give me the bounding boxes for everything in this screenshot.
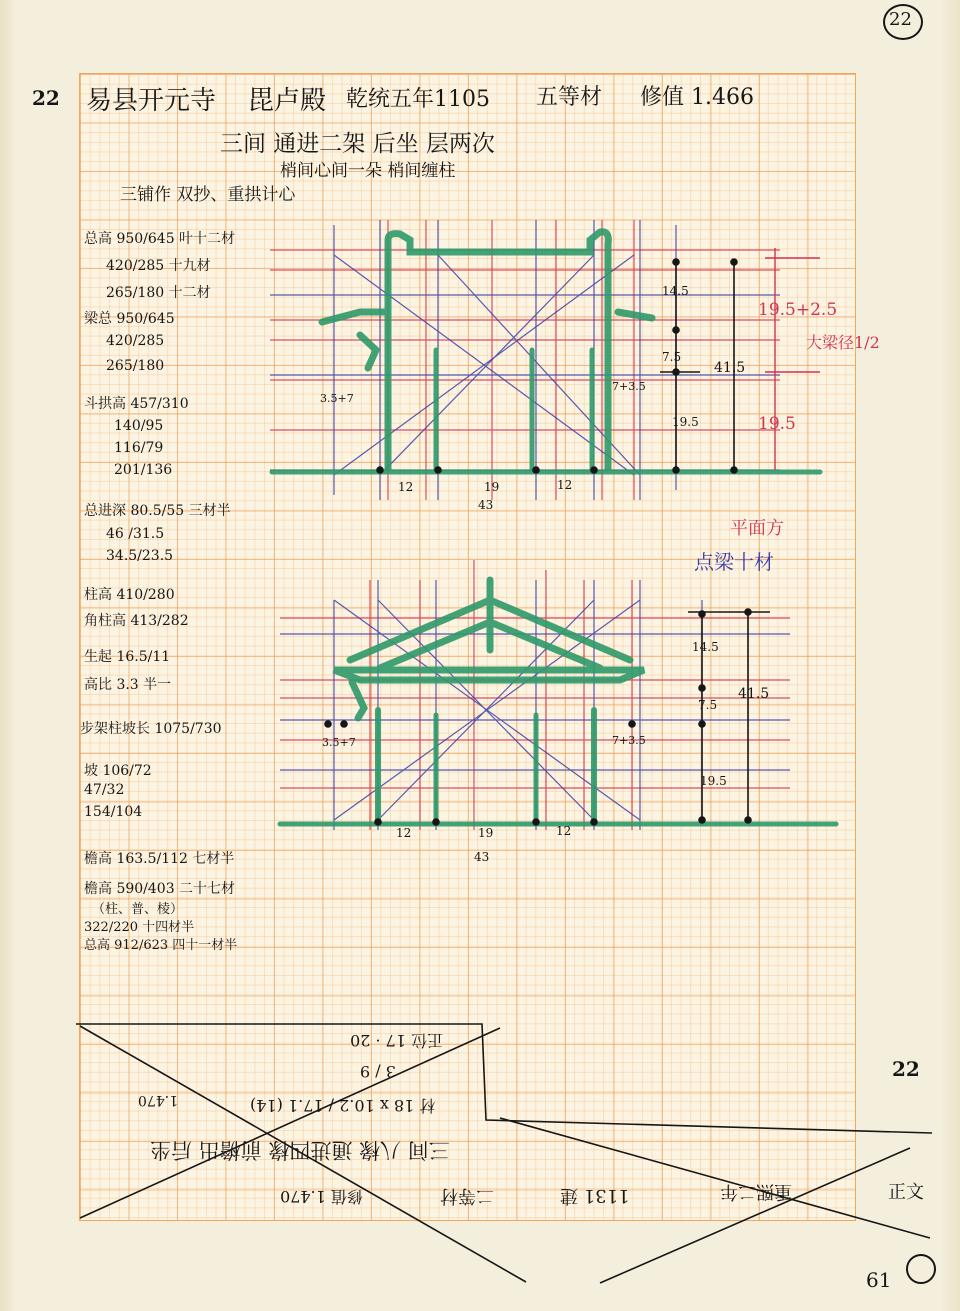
header-line-2: 三间 通进二架 后坐 层两次: [220, 131, 495, 157]
elev2-dim-7-5: 7.5: [698, 698, 718, 712]
elev2-label-blue: 点梁十材: [694, 550, 774, 574]
blue-guide-lines: [270, 220, 780, 500]
measurement-item: 总进深 80.5/55 三材半: [84, 503, 231, 519]
measurement-item: 梁总 950/645: [84, 311, 175, 327]
measurement-item: 柱高 410/280: [84, 587, 175, 603]
crossed-note: 材 18 x 10.2 / 17.1 (14): [250, 1096, 436, 1115]
red-guide-lines: [270, 220, 780, 500]
elev2-dim-41-5: 41.5: [738, 686, 770, 702]
material-grade: 五等材: [536, 85, 603, 110]
crossed-note: 三间 八椽 通进四椽 前檐出 后坐: [150, 1138, 450, 1162]
elev1-red-dim-top: 19.5+2.5: [758, 300, 838, 320]
elev2-label-red: 平面方: [730, 518, 784, 539]
bottom-right-stamp: 正文: [888, 1182, 924, 1203]
crossed-note: 1.470: [138, 1092, 179, 1108]
measurement-item: 斗拱高 457/310: [84, 396, 189, 412]
measurement-item: 322/220 十四材半: [84, 920, 195, 935]
crossed-note: 重熙二年: [720, 1181, 792, 1202]
temple-name: 易县开元寺: [86, 86, 217, 116]
crossed-note: 二等材: [440, 1185, 494, 1206]
bottom-right-circle-mark: [906, 1254, 936, 1284]
crossed-note: 修值 1.470: [280, 1187, 363, 1206]
hall-name: 毘卢殿: [248, 86, 327, 116]
elev2-dim-14-5: 14.5: [692, 640, 719, 654]
measurement-item: 420/285: [106, 333, 165, 349]
green-structure: [272, 232, 820, 472]
measurement-item: 檐高 590/403 二十七材: [84, 881, 236, 897]
measurement-item: 116/79: [114, 440, 164, 456]
elev1-dim-41-5: 41.5: [714, 360, 746, 376]
entry-index: 22: [32, 86, 60, 110]
bracket-note: 三铺作 双抄、重拱计心: [120, 185, 296, 205]
elev1-dim-19-5: 19.5: [672, 415, 699, 429]
measurement-item: 47/32: [84, 782, 125, 798]
elev1-bay-left: 12: [398, 480, 414, 494]
measurement-item: 140/95: [114, 418, 164, 434]
elev2-bay-center: 19: [478, 826, 494, 840]
elev1-dim-7-5: 7.5: [662, 350, 682, 364]
elev1-bay-right: 12: [557, 478, 573, 492]
measurement-item: 总高 912/623 四十一材半: [84, 938, 238, 953]
measurement-item: 檐高 163.5/112 七材半: [84, 851, 235, 867]
measurement-item: 步架柱坡长 1075/730: [80, 721, 222, 737]
measurement-item: 154/104: [84, 804, 143, 820]
crossed-note: 1131 建: [560, 1185, 630, 1206]
measurement-item: 46 /31.5: [106, 526, 165, 542]
crossed-note: 正位 17 · 20: [350, 1031, 444, 1050]
measurement-item: 角柱高 413/282: [84, 613, 189, 629]
elev2-bay-right: 12: [556, 824, 572, 838]
crossed-note: 3 / 9: [360, 1062, 396, 1081]
measurement-item: 坡 106/72: [84, 763, 152, 779]
measurement-item: 34.5/23.5: [106, 548, 174, 564]
elev2-dim-19-5: 19.5: [700, 774, 727, 788]
measurement-item: 生起 16.5/11: [84, 649, 171, 665]
measurement-item: 265/180 十二材: [106, 285, 211, 301]
modulus-value: 修值 1.466: [640, 85, 754, 110]
measurement-item: 总高 950/645 叶十二材: [84, 231, 236, 247]
elev2-total-width: 43: [474, 850, 490, 864]
bottom-right-number: 22: [892, 1057, 920, 1081]
red-dimension-marks: [765, 248, 820, 470]
elev1-dim-7-3-5: 7+3.5: [612, 380, 646, 393]
elev1-red-note: 大梁径1/2: [806, 333, 880, 352]
elev1-red-dim-bottom: 19.5: [758, 414, 796, 434]
date-built: 乾统五年1105: [346, 87, 490, 112]
elev1-bay-center: 19: [484, 480, 500, 494]
measurement-item: 201/136: [114, 462, 173, 478]
elev1-dim-14-5: 14.5: [662, 284, 689, 298]
cross-out-marks: [0, 1000, 960, 1311]
elev2-dim-left: 3.5+7: [322, 736, 356, 749]
measurement-item: 265/180: [106, 358, 165, 374]
measurement-item: 高比 3.3 半一: [84, 677, 172, 693]
folio-number: 61: [866, 1268, 892, 1292]
measurement-item: 420/285 十九材: [106, 258, 211, 274]
elev1-total-width: 43: [478, 498, 494, 512]
elev2-bay-left: 12: [396, 826, 412, 840]
elev2-dim-7-3-5: 7+3.5: [612, 734, 646, 747]
header-line-3: 梢间心间一朵 梢间缠柱: [280, 161, 456, 181]
front-elevation-drawing: [260, 200, 860, 520]
page-number-circled: 22: [889, 9, 912, 30]
measurement-item: （柱、普、棱）: [92, 902, 184, 917]
elev1-dim-left: 3.5+7: [320, 392, 354, 405]
